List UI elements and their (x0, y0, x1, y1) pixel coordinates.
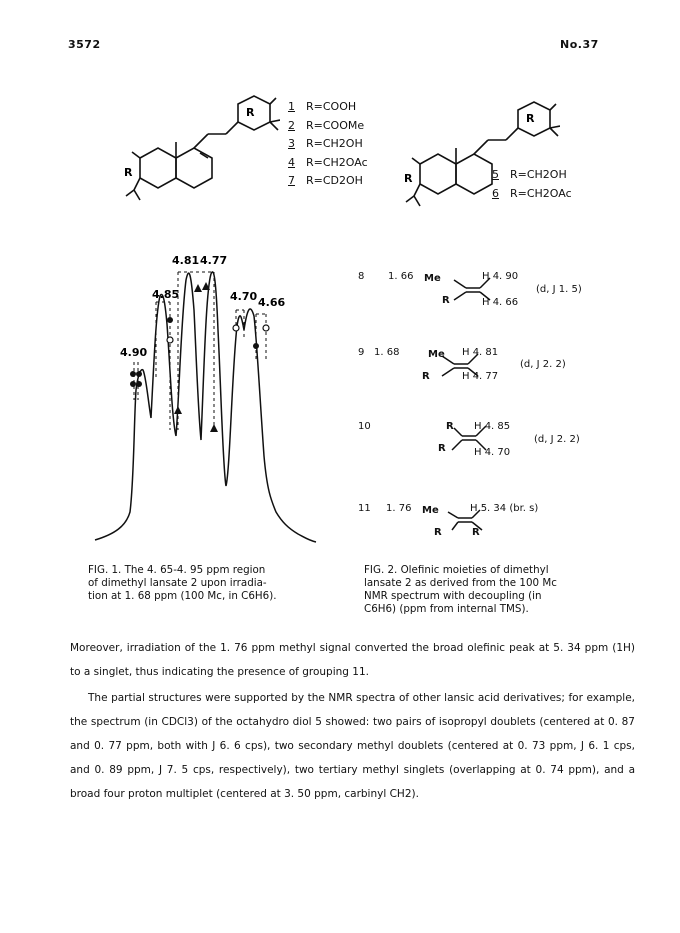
ring-r-label: R (526, 112, 535, 125)
coupling: (d, J 2. 2) (534, 434, 580, 445)
peak-label: 4.81 (172, 254, 200, 267)
coupling: (d, J 1. 5) (536, 284, 582, 295)
list-item: 5 R=CH2OH (492, 168, 567, 181)
list-item: 7 R=CD2OH (288, 174, 363, 187)
list-item: 1 R=COOH (288, 100, 357, 113)
page-number: 3572 (68, 38, 101, 51)
compound-list-right (492, 166, 572, 203)
list-item: 3 R=CH2OH (288, 137, 363, 150)
methyl-shift: 1. 66 (388, 271, 414, 282)
proton-shift: H 4. 66 (482, 297, 519, 308)
list-item: 6 R=CH2OAc (492, 186, 572, 200)
list-item: 4 R=CH2OAc (288, 155, 368, 169)
olefin-bonds (424, 268, 544, 568)
proton-shift: H 4. 81 (462, 347, 499, 358)
ring-r-label: R (404, 172, 413, 185)
list-item: 2 R=COOMe (288, 118, 365, 132)
peak-label: 4.85 (152, 288, 180, 301)
proton-shift: H 4. 90 (482, 271, 519, 282)
peak-label: 4.66 (258, 296, 286, 309)
proton-shift: H 5. 34 (br. s) (470, 503, 539, 514)
proton-shift: H 4. 70 (474, 447, 511, 458)
compound-number: 8 (358, 271, 365, 282)
substituent: R (446, 421, 454, 432)
substituent: R (434, 527, 442, 538)
substituent: R (442, 295, 450, 306)
compound-number: 9 (358, 347, 365, 358)
coupling: (d, J 2. 2) (520, 359, 566, 370)
fig2-caption: FIG. 2. Olefinic moieties of dimethyl lansate 2 as derived from the 100 Mc NMR spectrum with decoupling (in C6H6) (ppm from internal TMS). (364, 564, 557, 615)
peak-label: 4.70 (230, 290, 258, 303)
methyl-shift: 1. 76 (386, 503, 412, 514)
substituent: Me (422, 505, 439, 516)
peak-label: 4.77 (200, 254, 228, 267)
compound-list-left (288, 98, 368, 191)
substituent: R (472, 527, 480, 538)
substituent: R (438, 443, 446, 454)
substituent: R (422, 371, 430, 382)
substituent: Me (428, 349, 445, 360)
body-paragraph: The partial structures were supported by the NMR spectra of other lansic acid derivatives; for example, the spectrum (in CDCl3) of the octahydro diol 5 showed: two pairs of isopropyl doublets (centered at 0. 87 and 0. 77 ppm, both with J 6. 6 cps), two secondary methyl doublets (centered at 0. 73 ppm, J 6. 1 cps, and 0. 89 ppm, J 7. 5 cps, respectively), two tertiary methyl singlets (overlapping at 0. 74 ppm), and a broad four proton multiplet (centered at 3. 50 ppm, carbinyl CH2). (70, 692, 635, 800)
structure-left (120, 90, 280, 210)
compound-number: 11 (358, 503, 371, 514)
peak-label: 4.90 (120, 346, 148, 359)
journal-issue: No.37 (560, 38, 599, 51)
ring-r-label: R (124, 166, 133, 179)
methyl-shift: 1. 68 (374, 347, 400, 358)
ring-r-label: R (246, 106, 255, 119)
compound-number: 10 (358, 421, 371, 432)
body-paragraph: Moreover, irradiation of the 1. 76 ppm methyl signal converted the broad olefinic peak at 5. 34 ppm (1H) to a singlet, thus indicating the presence of grouping 11. (70, 642, 635, 678)
substituent: Me (424, 273, 441, 284)
proton-shift: H 4. 77 (462, 371, 499, 382)
fig1-caption: FIG. 1. The 4. 65-4. 95 ppm region of dimethyl lansate 2 upon irradia- tion at 1. 68 ppm (100 Mc, in C6H6). (88, 564, 277, 602)
proton-shift: H 4. 85 (474, 421, 511, 432)
nmr-spectrum (90, 250, 320, 550)
